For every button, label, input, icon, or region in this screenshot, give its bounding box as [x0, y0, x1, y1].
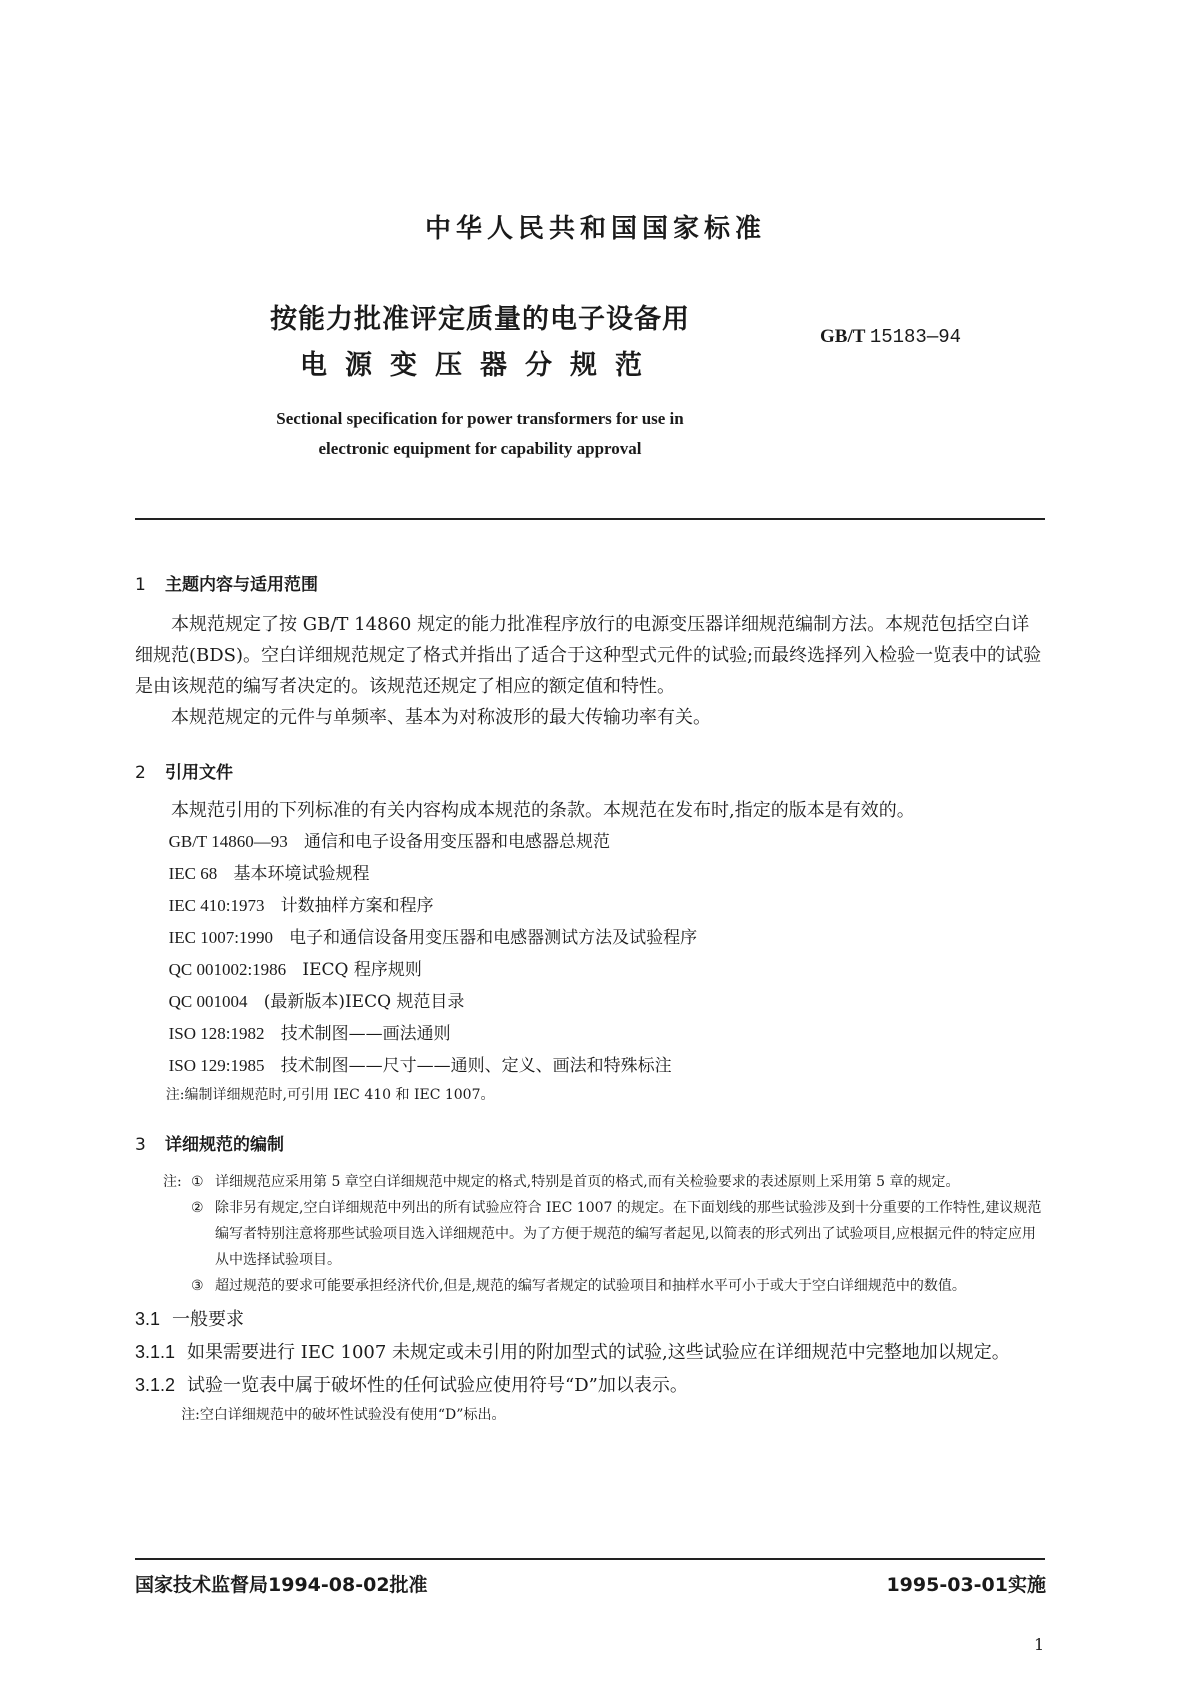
reference-item: [169, 986, 1045, 1018]
reference-item: [169, 1018, 1045, 1050]
section-3: [135, 1130, 1045, 1428]
reference-item: [169, 954, 1045, 986]
section-2-number: 2: [135, 763, 146, 783]
reference-title: IECQ 程序规则: [302, 960, 422, 980]
section-3-notes: [135, 1169, 1045, 1299]
reference-code: QC 001002:1986: [168, 960, 287, 979]
clause-3-1-2: [135, 1369, 1045, 1402]
effective-date: 1995-03-01实施: [886, 1574, 1046, 1596]
section-2-title: 引用文件: [165, 763, 233, 783]
section-1-number: 1: [135, 575, 146, 595]
clause-3-1-title: 一般要求: [172, 1309, 245, 1330]
clause-3-1-2-text: 试验一览表中属于破坏性的任何试验应使用符号“D”加以表示。: [187, 1375, 688, 1396]
standard-number: 15183—94: [869, 326, 962, 348]
reference-list: [135, 826, 1045, 1082]
standard-prefix: GB/T: [820, 326, 866, 347]
reference-code: QC 001004: [168, 992, 248, 1011]
note-marker: ③: [191, 1278, 204, 1294]
section-1-paragraph-1: 本规范规定了按 GB/T 14860 规定的能力批准程序放行的电源变压器详细规范编制方法。本规范包括空白详细规范(BDS)。空白详细规范规定了格式并指出了适合于这种型式元件的试验;而最终选择列入检验一览表中的试验是由该规范的编写者决定的。该规范还规定了相应的额定值和特性。: [135, 614, 1042, 697]
note-marker: ②: [191, 1200, 204, 1216]
note-marker: ①: [191, 1174, 204, 1190]
page-number: 1: [1034, 1635, 1045, 1654]
note-item: [163, 1273, 1045, 1299]
reference-title: 技术制图——尺寸——通则、定义、画法和特殊标注: [280, 1056, 672, 1076]
reference-code: ISO 129:1985: [168, 1056, 265, 1075]
clause-3-1-2-number: 3.1.2: [135, 1375, 176, 1395]
english-title-line-2: electronic equipment for capability approval: [318, 439, 642, 458]
reference-code: ISO 128:1982: [168, 1024, 265, 1043]
approval-date: 国家技术监督局1994-08-02批准: [135, 1574, 428, 1596]
section-1-heading: [135, 570, 1045, 595]
note-prefix: 注:: [163, 1174, 182, 1190]
title-line-2: 电源变压器分规范: [300, 350, 660, 381]
org-title: 中华人民共和国国家标准: [424, 214, 766, 244]
reference-title: 电子和通信设备用变压器和电感器测试方法及试验程序: [289, 928, 698, 948]
reference-title: 计数抽样方案和程序: [280, 896, 434, 916]
section-2-heading: [135, 758, 1045, 783]
english-title: [190, 404, 770, 464]
reference-title: 技术制图——画法通则: [280, 1024, 451, 1044]
title-block: [200, 300, 760, 388]
reference-item: [169, 1050, 1045, 1082]
section-2: [135, 758, 1045, 1108]
reference-code: IEC 1007:1990: [168, 928, 273, 947]
reference-item: [169, 858, 1045, 890]
note-text: 除非另有规定,空白详细规范中列出的所有试验应符合 IEC 1007 的规定。在下面划线的那些试验涉及到十分重要的工作特性,建议规范编写者特别注意将那些试验项目选入详细规范中。为了方便于规范的编写者起见,以简表的形式列出了试验项目,应根据元件的特定应用从中选择试验项目。: [215, 1200, 1042, 1268]
clause-3-1-1-text: 如果需要进行 IEC 1007 未规定或未引用的附加型式的试验,这些试验应在详细规范中完整地加以规定。: [187, 1342, 1010, 1363]
section-3-number: 3: [135, 1135, 146, 1155]
header-divider: [135, 518, 1045, 520]
english-title-line-1: Sectional specification for power transformers for use in: [276, 409, 684, 428]
note-item: [163, 1169, 1045, 1195]
reference-title: 基本环境试验规程: [233, 864, 370, 884]
clause-3-1-1: [135, 1336, 1045, 1369]
reference-code: IEC 68: [168, 864, 218, 883]
reference-title: (最新版本)IECQ 规范目录: [263, 992, 465, 1012]
reference-code: GB/T 14860—93: [168, 832, 288, 851]
section-3-heading: [135, 1130, 1045, 1155]
reference-item: [169, 922, 1045, 954]
clause-3-1-number: 3.1: [135, 1309, 161, 1329]
footer-divider: [135, 1558, 1045, 1560]
reference-code: IEC 410:1973: [168, 896, 265, 915]
clause-3-1-2-note: 注:空白详细规范中的破坏性试验没有使用“D”标出。: [181, 1407, 506, 1423]
section-2-intro: 本规范引用的下列标准的有关内容构成本规范的条款。本规范在发布时,指定的版本是有效的。: [171, 800, 915, 821]
reference-item: [169, 826, 1045, 858]
reference-title: 通信和电子设备用变压器和电感器总规范: [303, 832, 610, 852]
clause-3-1-1-number: 3.1.1: [135, 1342, 176, 1362]
section-1-title: 主题内容与适用范围: [165, 575, 318, 595]
section-2-note: 注:编制详细规范时,可引用 IEC 410 和 IEC 1007。: [165, 1087, 495, 1103]
section-3-title: 详细规范的编制: [165, 1135, 284, 1155]
note-item: [163, 1195, 1045, 1273]
standard-code: [820, 326, 961, 348]
section-1-paragraph-2: 本规范规定的元件与单频率、基本为对称波形的最大传输功率有关。: [171, 707, 711, 728]
title-line-1: 按能力批准评定质量的电子设备用: [270, 304, 690, 335]
clause-3-1: [135, 1303, 1045, 1336]
section-1: [135, 570, 1045, 733]
reference-item: [169, 890, 1045, 922]
note-text: 详细规范应采用第 5 章空白详细规范中规定的格式,特别是首页的格式,而有关检验要求的表述原则上采用第 5 章的规定。: [215, 1174, 960, 1190]
note-text: 超过规范的要求可能要承担经济代价,但是,规范的编写者规定的试验项目和抽样水平可小于或大于空白详细规范中的数值。: [215, 1278, 966, 1294]
